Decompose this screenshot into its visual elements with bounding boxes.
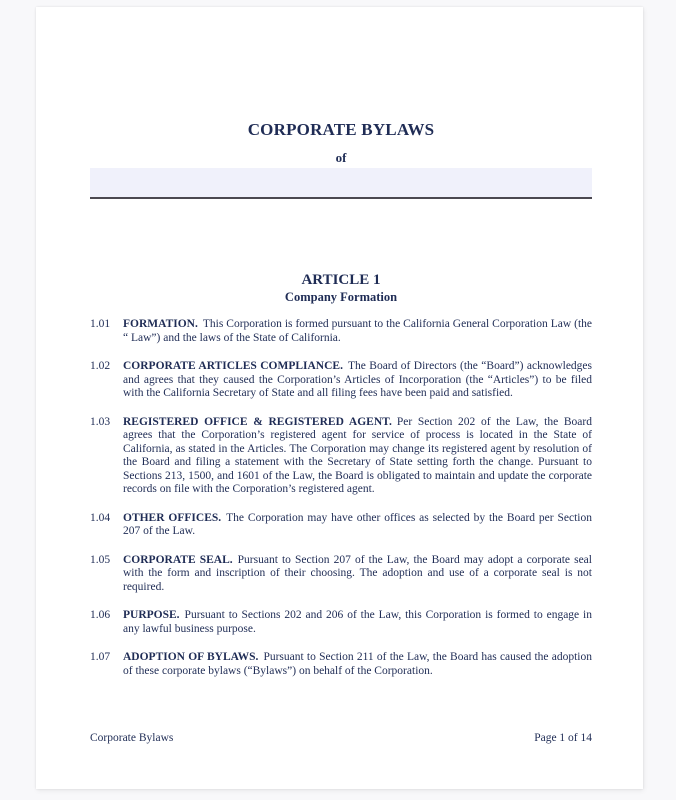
sections-list xyxy=(90,318,592,678)
section-number: 1.01 xyxy=(90,318,111,330)
company-name-field[interactable] xyxy=(90,168,592,199)
section-heading: CORPORATE ARTICLES COMPLIANCE. xyxy=(123,360,343,372)
section-number: 1.07 xyxy=(90,651,111,663)
section-body xyxy=(123,651,592,678)
section-heading: REGISTERED OFFICE & REGISTERED AGENT. xyxy=(123,415,392,428)
section-text: Pursuant to Section 207 of the Law, the Board may adopt a corporate seal with the form and inscription of their choosing. The adoption and use of a corporate seal is not required. xyxy=(123,553,592,593)
footer-page-indicator: Page 1 of 14 xyxy=(534,732,592,744)
section-number: 1.02 xyxy=(90,360,111,372)
section-heading: ADOPTION OF BYLAWS. xyxy=(123,651,259,663)
bylaw-section xyxy=(90,416,592,497)
bylaw-section xyxy=(90,554,592,595)
section-number: 1.03 xyxy=(90,415,111,428)
article-heading: ARTICLE 1 xyxy=(301,272,381,288)
bylaw-section xyxy=(90,318,592,345)
section-body xyxy=(123,609,592,636)
section-text: Pursuant to Section 211 of the Law, the Board has caused the adoption of these corporate bylaws (“Bylaws”) on behalf of the Corporation. xyxy=(123,651,592,677)
section-number: 1.05 xyxy=(90,553,111,566)
section-text: The Board of Directors (the “Board”) acknowledges and agrees that they caused the Corporation’s Articles of Incorporation (the “Articles”) to be filed with the California Secretary of State and all filing fees have been paid and satisfied. xyxy=(123,360,593,399)
section-number: 1.04 xyxy=(90,511,111,524)
section-text: The Corporation may have other offices as selected by the Board per Section 207 of the Law. xyxy=(123,511,592,537)
section-text: Per Section 202 of the Law, the Board agrees that the Corporation’s registered agent for service of process is located in the State of California, as stated in the Articles. The Corporation may change its registered agent by resolution of the Board and filing a statement with the Secretary of State setting forth the change. Pursuant to Sections 213, 1500, and 1601 of the Law, the Board is obligated to maintain and update the corporate records on file with the Corporation’s registered agent. xyxy=(123,415,592,495)
document-page xyxy=(36,7,643,789)
section-body xyxy=(123,318,592,345)
footer-document-name: Corporate Bylaws xyxy=(90,732,174,744)
section-number: 1.06 xyxy=(90,609,111,621)
bylaw-section xyxy=(90,609,592,636)
section-text: This Corporation is formed pursuant to the California General Corporation Law (the “ Law”) and the laws of the State of California. xyxy=(123,318,592,344)
page-footer xyxy=(90,731,592,745)
section-body xyxy=(123,416,592,497)
section-heading: OTHER OFFICES. xyxy=(123,511,222,524)
section-text: Pursuant to Sections 202 and 206 of the Law, this Corporation is formed to engage in any lawful business purpose. xyxy=(123,609,592,635)
document-content xyxy=(36,120,643,678)
section-heading: PURPOSE. xyxy=(123,609,180,621)
section-body xyxy=(123,360,592,401)
section-heading: FORMATION. xyxy=(123,318,198,330)
bylaw-section xyxy=(90,360,592,401)
bylaw-section xyxy=(90,651,592,678)
section-heading: CORPORATE SEAL. xyxy=(123,553,233,566)
section-body xyxy=(123,554,592,595)
section-body xyxy=(123,512,592,539)
document-subtitle-of: of xyxy=(335,150,347,165)
document-title: CORPORATE BYLAWS xyxy=(247,120,435,139)
bylaw-section xyxy=(90,512,592,539)
article-subheading: Company Formation xyxy=(284,290,398,304)
